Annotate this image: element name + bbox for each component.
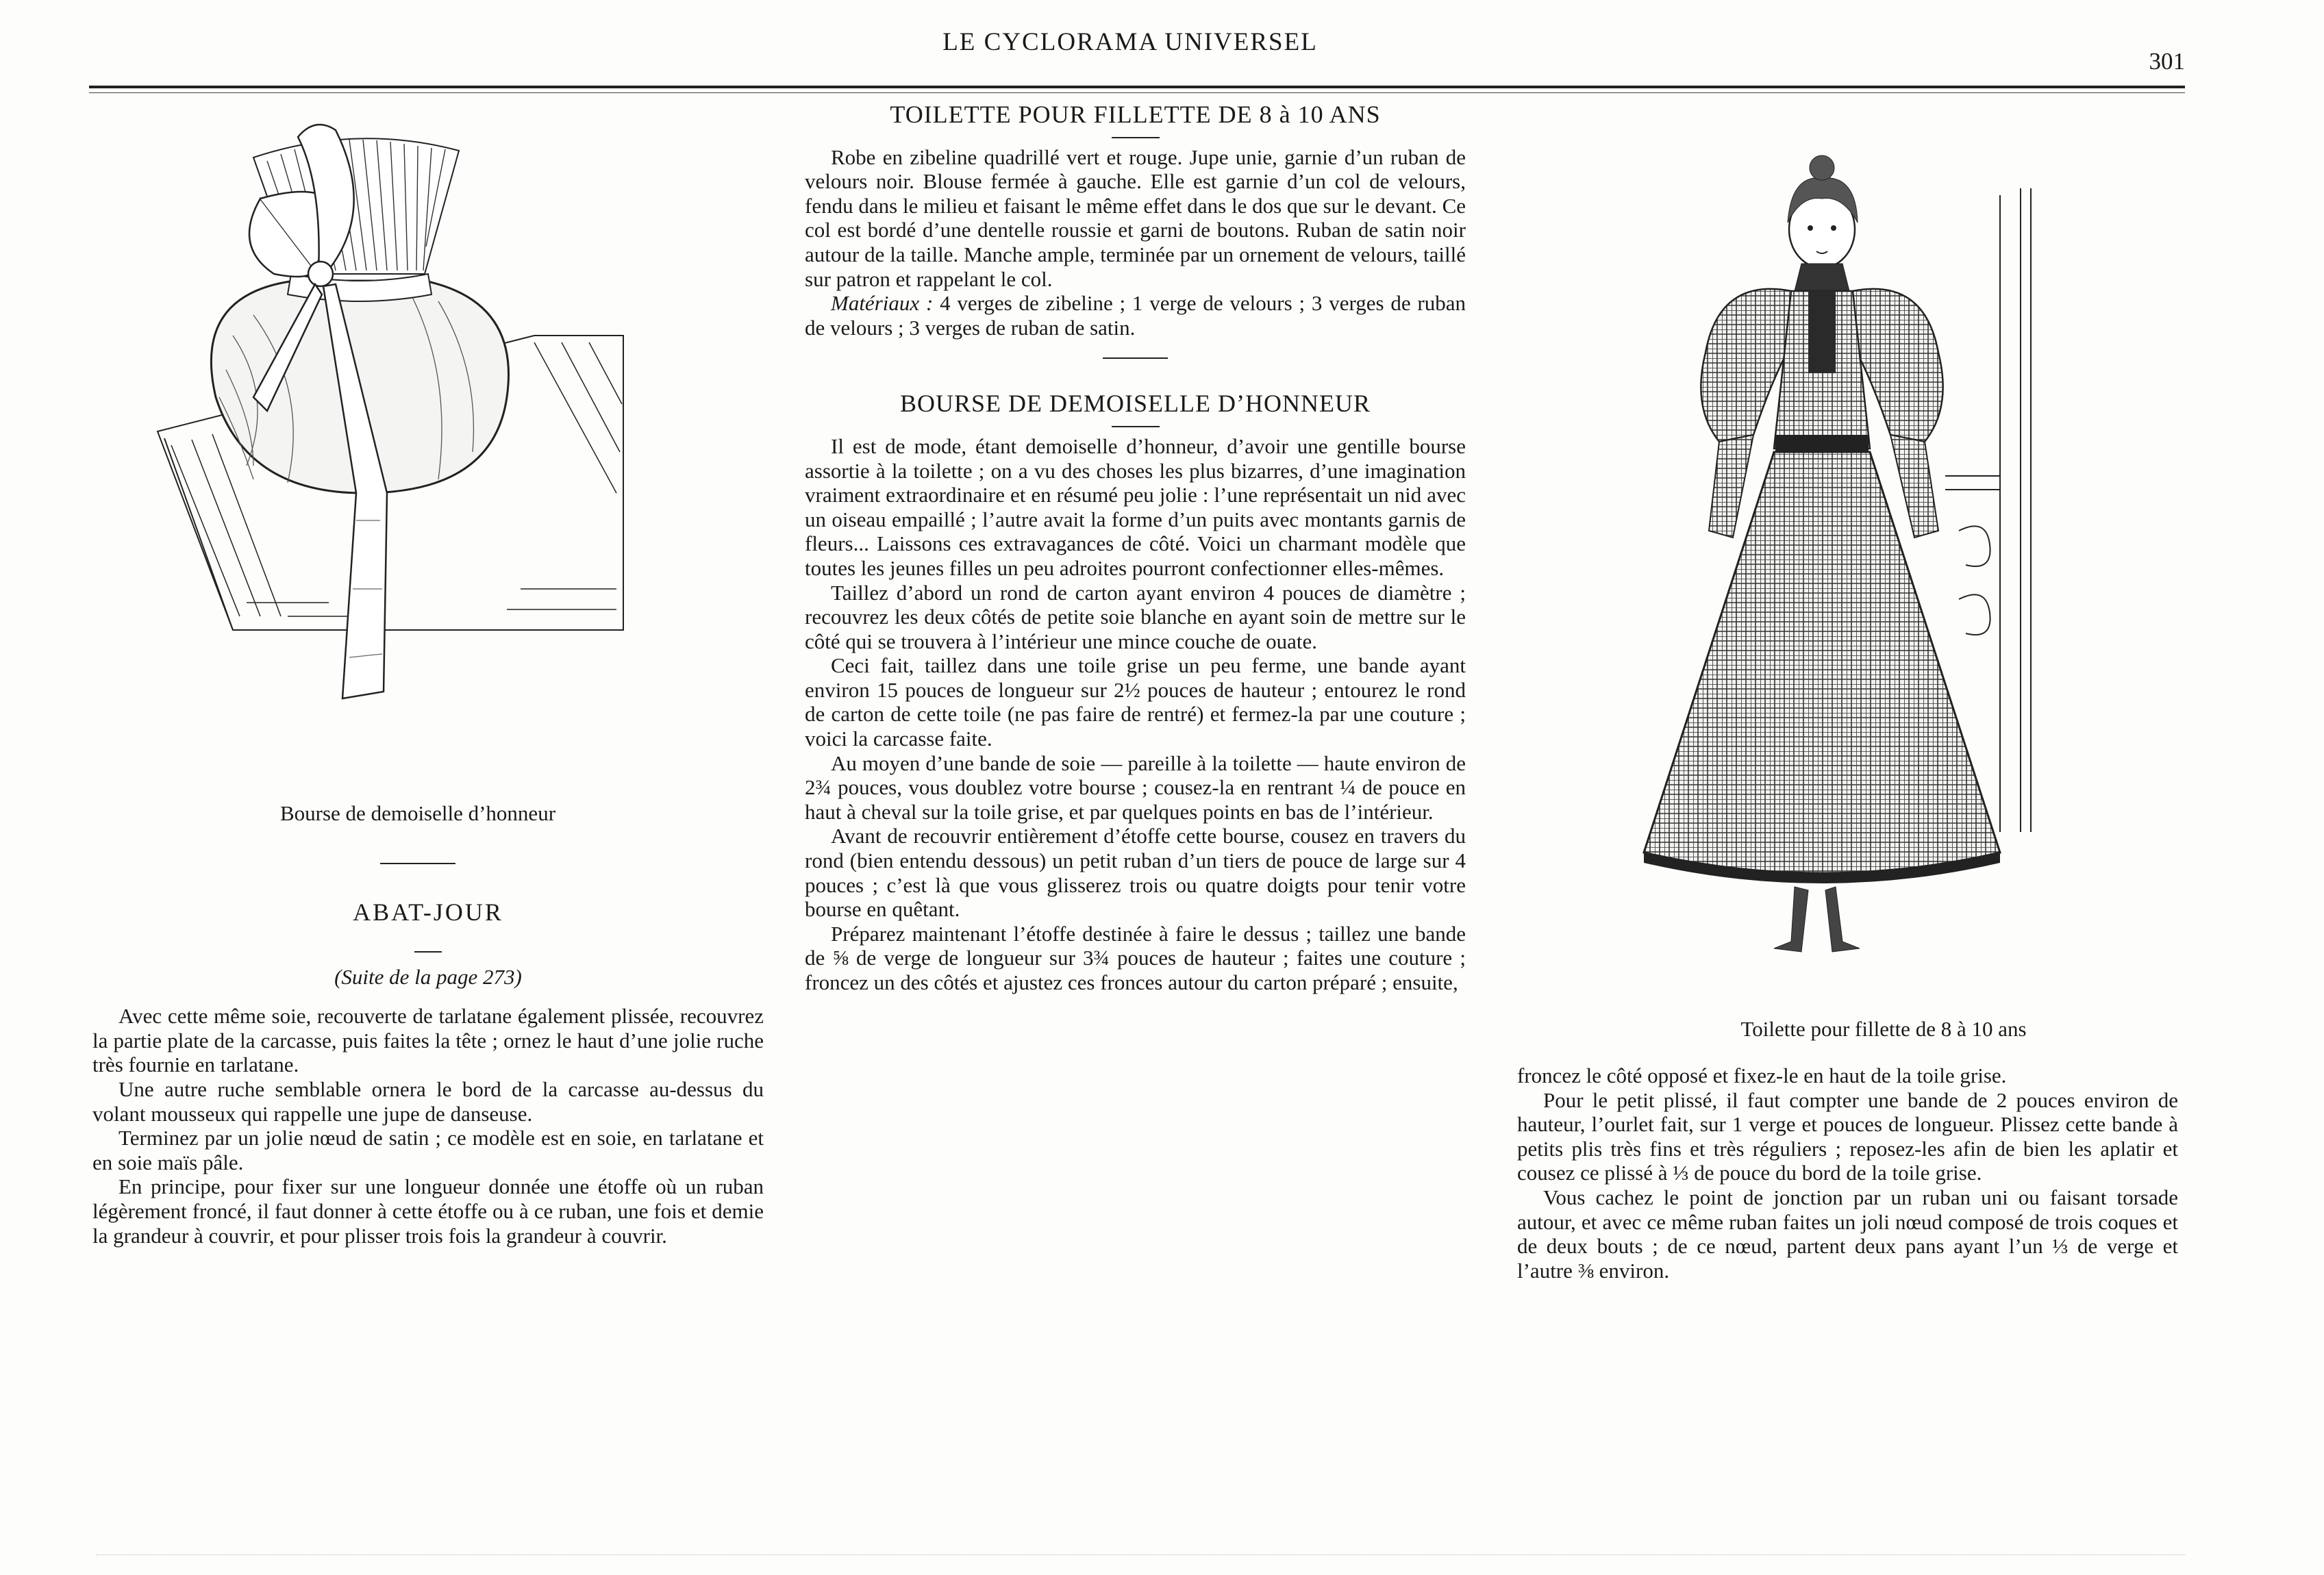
page-number: 301 (2149, 48, 2185, 75)
paragraph: Au moyen d’une bande de soie — pareille à la toilette — haute environ de 2¾ pouces, vous doublez votre bourse ; cousez-la en rentrant ¼ de pouce en haut à cheval sur la toile grise, et par quelques points en bas de l’intérieur. (805, 751, 1466, 824)
bourse-heading: BOURSE DE DEMOISELLE D’HONNEUR (900, 390, 1371, 418)
running-header: LE CYCLORAMA UNIVERSEL (942, 28, 1318, 56)
paragraph: Avant de recouvrir entièrement d’étoffe cette bourse, cousez en travers du rond (bien entendu dessous) un petit ruban d’un tiers de pouce de large sur 4 pouces ; c’est là que vous glisserez trois ou quatre doigts pour tenir votre bourse en quêtant. (805, 824, 1466, 922)
materials-paragraph (805, 291, 1466, 340)
paragraph: En principe, pour fixer sur une longueur donnée une étoffe où un ruban légèrement froncé, il faut donner à cette étoffe ou à ce ruban, une fois et demie la grandeur à couvrir, et pour plisser trois fois la grandeur à couvrir. (92, 1174, 764, 1248)
left-column (92, 900, 764, 1248)
continued-note: (Suite de la page 273) (334, 964, 522, 989)
heading-dash (1112, 137, 1160, 138)
paragraph: Vous cachez le point de jonction par un ruban uni ou faisant torsade autour, et avec ce même ruban faites un joli nœud composé de trois coques et de deux bouts ; de ce nœud, partent deux pans ayant l’un ⅓ de verge et l’autre ⅜ environ. (1517, 1185, 2178, 1283)
materials-label: Matériaux : (831, 291, 934, 316)
girl-caption: Toilette pour fillette de 8 à 10 ans (1740, 1017, 2027, 1041)
middle-column (805, 103, 1466, 995)
paragraph: Terminez par un jolie nœud de satin ; ce modèle est en soie, en tarlatane et en soie maïs pâle. (92, 1126, 764, 1174)
paragraph: Préparez maintenant l’étoffe destinée à faire le dessus ; taillez une bande de ⅝ de verge de longueur sur 3¾ pouces de hauteur ; faites une couture ; froncez un des côtés et ajustez ces fronces autour du carton préparé ; ensuite, (805, 921, 1466, 994)
purse-illustration (151, 110, 658, 788)
header-rule (89, 86, 2185, 88)
paragraph: Une autre ruche semblable ornera le bord de la carcasse au-dessus du volant mousseux qui rappelle une jupe de danseuse. (92, 1076, 764, 1126)
heading-dash (414, 951, 442, 953)
paragraph: Ceci fait, taillez dans une toile grise un peu ferme, une bande ayant environ 15 pouces de longueur sur 2½ pouces de hauteur ; entourez le rond de carton de cette toile (ne pas faire de rentré) et fermez-la par une couture ; voici la carcasse faite. (805, 653, 1466, 751)
paragraph: Avec cette même soie, recouverte de tarlatane également plissée, recouvrez la partie plate de la carcasse, puis faites la tête ; ornez le haut d’une jolie ruche très fournie en tarlatane. (92, 1004, 764, 1077)
paragraph: Robe en zibeline quadrillé vert et rouge. Jupe unie, garnie d’un ruban de velours noir. Blouse fermée à gauche. Elle est garnie d’un col de velours, fendu dans le milieu et faisant le même effet dans le dos que sur le devant. Ce col est bordé d’une dentelle roussie et garni de boutons. Ruban de satin noir autour de la taille. Manche ample, terminée par un ornement de velours, taillé sur patron et rappelant le col. (805, 144, 1466, 291)
separator-rule (380, 863, 455, 864)
paragraph-continuation: froncez le côté opposé et fixez-le en haut de la toile grise. (1517, 1063, 2007, 1087)
abatjour-heading: ABAT-JOUR (353, 898, 503, 926)
girl-dress-illustration (1616, 147, 2096, 983)
paragraph: Taillez d’abord un rond de carton ayant environ 4 pouces de diamètre ; recouvrez les deux côtés de petite soie blanche en ayant soin de mettre sur le côté qui se trouvera à l’intérieur une mince couche de ouate. (805, 580, 1466, 653)
separator-rule (1103, 357, 1168, 359)
paragraph: Il est de mode, étant demoiselle d’honneur, d’avoir une gentille bourse assortie à la toilette ; on a vu des choses les plus bizarres, d’une imagination vraiment extraordinaire et en résumé peu jolie : l’une représentait un nid avec un oiseau empaillé ; l’autre avait la forme d’un puits avec montants garnis de fleurs... Laissons ces extravagances de côté. Voici un charmant modèle que toutes les jeunes filles un peu adroites pourront confectionner elles-mêmes. (805, 433, 1466, 580)
paragraph: Pour le petit plissé, il faut compter une bande de 2 pouces environ de hauteur, l’ourlet fait, sur 1 verge et pouces de longueur. Plissez cette bande à petits plis très fins et très réguliers ; reposez-les afin de bien les aplatir et cousez ce plissé à ⅓ de pouce du bord de la toile grise. (1517, 1087, 2178, 1185)
bottom-edge (96, 1554, 2185, 1556)
purse-caption: Bourse de demoiselle d’honneur (279, 801, 556, 825)
header-rule-thin (89, 92, 2185, 93)
materials-text: 4 verges de zibeline ; 1 verge de velours ; 3 verges de ruban de velours ; 3 verges de ruban de satin. (805, 291, 1466, 340)
toilette-heading: TOILETTE POUR FILLETTE DE 8 à 10 ANS (890, 101, 1381, 128)
right-column (1517, 1063, 2178, 1283)
heading-dash (1112, 426, 1160, 427)
